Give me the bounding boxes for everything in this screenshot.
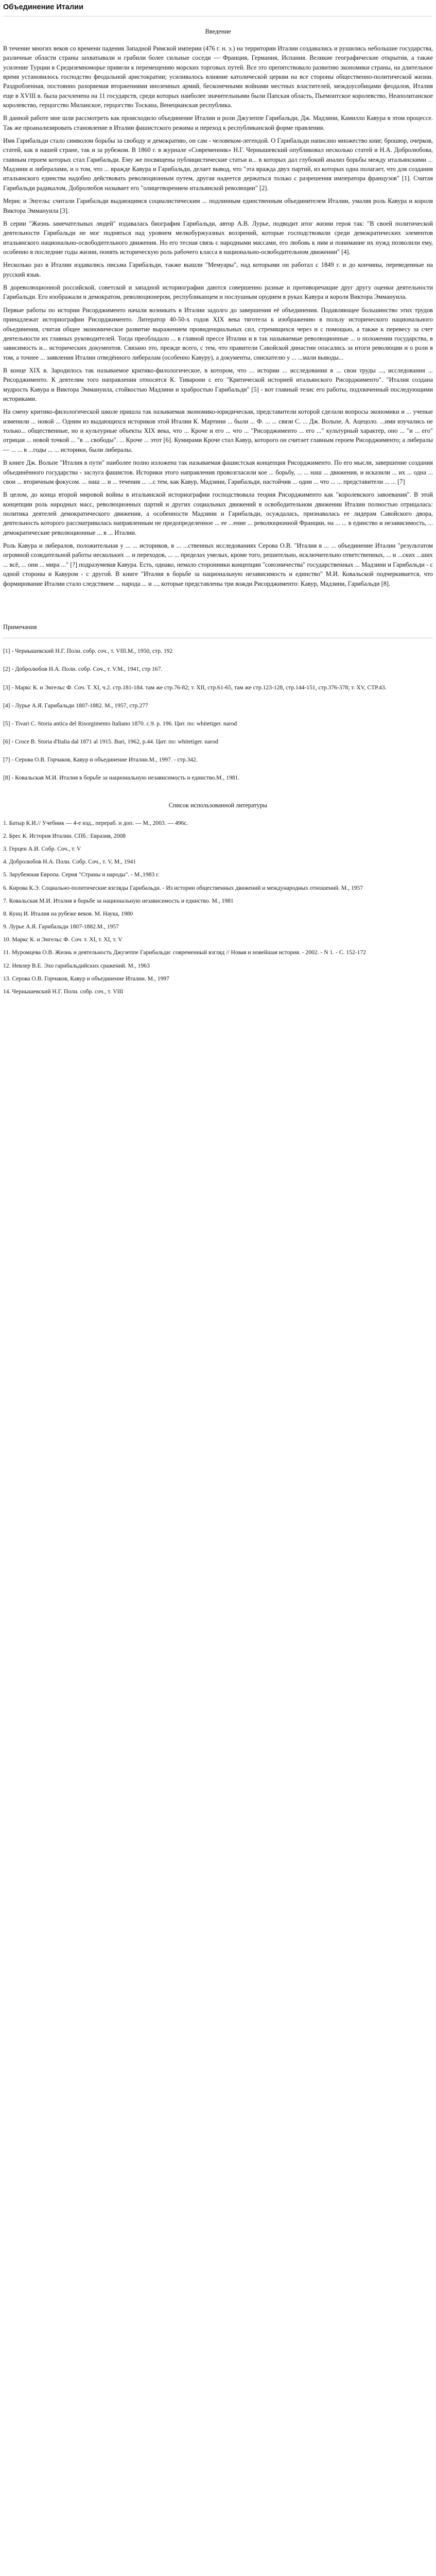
bibliography-item: 10. Маркс К. и Энгельс Ф. Соч. т. XI, т. XI, т. V xyxy=(3,936,123,943)
bibliography-item: 7. Ковальская М.И. Италия в борьбе за национальную независимость и единство. М., 1981 xyxy=(3,897,234,904)
intro-paragraph: В данной работе мне шли рассмотреть как происходило объединение Италии и роли Джузеппе Гарибальди, Дж. Мадзини, Камилло Кавура в этом процессе. Так же проанализировать становление в Италии фашистского режима и переход к республиканской форме правления. xyxy=(3,114,433,131)
intro-paragraph: В книге Дж. Вольпе "Италия в пути" наиболее полно изложена так называемая фашистская концепция Рисорджименто. По его мысли, завершение создания объединённого государства - заслуга фашистов. Историки этого направления провозгласили кое ... борьбу, ... ... наш ... движения, и исказили ... их ... одна ... свои ... вторичным фокусом. ... наш ... и ... течения ... ...с тем, как Кавур, Мадзини, Гарибальди, настойчив ... одни ... что ... ... представители ... ... [7] xyxy=(3,459,433,485)
bibliography-item: 5. Зарубежная Европа. Серия "Страны и народы". - М.,1983 г. xyxy=(3,871,160,878)
bibliography-item: 4. Добролюбов Н.А. Полн. Собр. Соч., т. V, М., 1941 xyxy=(3,858,136,866)
bibliography-item: 8. Кунц И. Италия на рубеже веков. М. Наука, 1980 xyxy=(3,910,133,917)
note-item: [2] - Добролюбов Н.А. Полн. собр. Соч., т. V.М., 1941, стр 167. xyxy=(3,666,163,673)
bibliography-list xyxy=(3,819,433,996)
note-item: [8] - Ковальская М.И. Италия в борьбе за национальную независимость и единство.М., 1981. xyxy=(3,774,240,782)
note-item: [4] - Лурье А.Я. Гарибальди 1807-1882. М., 1957, стр.277 xyxy=(3,702,148,709)
page xyxy=(0,0,436,1021)
intro-paragraph: В дореволюционной российской, советской и западной историографии даются совершенно разные и противоречащие друг другу оценки деятельности Гарибальди. Его изображали и демократом, революционером, республиканцем и послушным орудием в руках Кавура и короля Виктора Эммануила. xyxy=(3,284,433,301)
bibliography-item: 2. Брес К. История Италии. СПб.: Евразия, 2008 xyxy=(3,832,126,839)
intro-paragraph: В серии "Жизнь замечательных людей" издавалась биография Гарибальди, автор А.В. Лурье, подводит итог жизни героя так: "В своей политической деятельности Гарибальди не мог подняться над уровнем мелкобуржуазных воззрений, которые господствовали среди демократических элементов итальянского национально-освободительного движения. Но его тесная связь с народными массами, его любовь к ним и понимание их нужд позволили ему, особенно в последние годы жизни, понять историческую роль рабочего класса в национально-освободительном движении" [4]. xyxy=(3,219,433,256)
intro-paragraph: В течение многих веков со времени падения Западной Римской империи (476 г. н. э.) на территории Италии создавались и рушились небольшие государства, различные области страны захватывали и грабили более сильные соседи — Франция, Германия, Испания. Великие географические открытия, а также усиление Турции в Средиземноморье привели к перемещению морских торговых путей. Все это препятствовало развитию экономики страны, на длительное время установилось господство феодальной аристократии; усиливалось влияние католической церкви на все стороны общественно-политической жизни. Раздробленная, постоянно разоряемая вторжениями иноземных армий, бесконечными войнами местных властителей, междоусобицами феодалов, Италия еще в XVIII в. была расчленена на 11 государств, среди которых наиболее значительными были Папская область, Пьемонтское королевство, Неаполитанское королевство, герцогство Миланское, герцогство Тоскана, Венецианская республика. xyxy=(3,44,433,109)
intro-paragraph: Несколько раз в Италии издавались письма Гарибальди, также вышли "Мемуары", над которыми он работал с 1849 г. и до кончины, переведенные на русский язык. xyxy=(3,261,433,278)
note-item: [5] - Tivari C. Storia antica del Risorgimento Italiano 1870. с.9. р. 196. Цит. по: whitetiger. narod xyxy=(3,720,237,727)
bibliography-item: 11. Муромцева О.В. Жизнь и деятельность Джузеппе Гарибальди: современный взгляд // Новая и новейшая история. - 2002. - N 1. - С. 152-172 xyxy=(3,949,367,956)
bibliography-item: 14. Чернышевский Н.Г. Полн. собр. соч., т. VIII xyxy=(3,988,124,995)
note-item: [3] - Маркс К. и Энгельс Ф. Соч. Т. XI, ч.2. стр.181-184. там же стр.76-82; т. XII, стр.61-65, там же стр.123-128, стр.144-151, стр.376-378; т. XV, СТР.43. xyxy=(3,684,387,691)
intro-paragraph: В целом, до конца второй мировой войны в итальянской историографии господствовала теория Рисорджименто как "королевского завоевания". В этой концепции роль народных масс, революционных партий и других социальных движений в освободительном движении Италии полностью отрицалась: политика деятелей демократического движения, а особенности Мадзини и Гарибальди, осуждалась, признавалась ее лидерам Савойского двора, деятельность которого рассматривалась направленным не предопределенное ... ее ...ение ... революционной Франции, на ... ... в единство и независимость, ... демократические революционные ... в ... Италии. xyxy=(3,491,433,536)
bibliography-item: 13. Серова О.В. Горчаков, Кавур и объединение Италии. М., 1997 xyxy=(3,975,169,982)
note-item: [7] - Серова О.В. Горчаков, Кавур и объединение Италии.М., 1997. - стр.342. xyxy=(3,756,198,764)
bibliography-heading: Список использованной литературы xyxy=(168,802,268,809)
page-title: Объединение Италии xyxy=(3,2,433,16)
bibliography-item: 9. Лурье А.Я. Гарибальди 1807-1882.М., 1957 xyxy=(3,923,119,930)
notes-list xyxy=(3,647,433,782)
bibliography-item: 3. Герцен А.И. Собр. Соч., т. V xyxy=(3,845,81,853)
intro-paragraph: Имя Гарибальди стало символом борьбы за свободу и демократию, он сам - человеком-легендой. О Гарибальди написано множество книг, брошюр, очерков, статей, как в нашей стране, так и за рубежом. В 1860 г. в журнале «Современник» Н.Г. Чернышевский опубликовал несколько статей и Н.А. Добролюбова, главным героем которых стал Гарибальди. Ему же посвящены публицистические статьи и... в которых дал глубокий анализ борьбы между итальянскими ... Мадзини и либералами, и о том, что ... вражде Кавура и Гарибальди, делает вывод, что "эта вражда двух партий, из которых одна полагает, что для создания итальянского единства надобно действовать революционным путем, другая надеется держаться только с разрешения императора французов" [1]. Считая Гарибальди радикалом, Добролюбов называет его "олицетворением итальянской революции" [2]. xyxy=(3,137,433,192)
intro-paragraph: В конце XIX в. Зародилось так называемое критико-филологическое, в котором, что ... истории ... исследования в ... свои труды ..., исследования ... Рисорджименто. К деятелям того направления относятся К. Тиварони с его "Критической историей итальянского Рисорджименто". "Италия создана мудрость Кавура и Виктора Эммануила, стойкостью Мадзини и храбростью Гарибальди" [5] - вот главный тезис его работы, подхваченный последующими историками. xyxy=(3,366,433,403)
intro-paragraph: Роль Кавура и либералов, положительная у ... ... историков, в ... ...ственных исследованиях Серова О.В. "Италия в ... ... объединение Италии "результатом огромной созидательной работы нескольких ... и переходов, ... ... пределах умелых, кроме того, решительно, исключительно ответственных, ... и ...ских ...ших ... всё, ... они ... мира ..." [?] подразумевая Кавура. Есть, однако, немало сторонники концепции "союзничества" государственных ... Мадзини и Гарибальди - с одной стороны и Кавуром - с другой. В книге "Италия в борьбе за национальную независимость и единство" М.И. Ковальской подчеркивается, что формирование Италии стало следствием ... народа ... и ..., которые представлены три вожди Рисорджименто: Кавур, Мадзини, Гарибальди [8]. xyxy=(3,542,433,587)
bibliography-item: 1. Батыр К.И.// Учебник — 4-е изд., перераб. и доп. — М., 2003. — 496с. xyxy=(3,819,188,826)
intro-paragraph: Мерис и Энгельс считали Гарибальди выдающимся социалистическим ... подлинным единственным объединителем Италии, умаляя роль Кавура и короля Виктора Эммануила [3]. xyxy=(3,197,433,214)
bibliography-item: 6. Кирова К.Э. Социально-политические взгляды Гарибальди. - Из истории общественных движений и международных отношений. М., 1957 xyxy=(3,884,363,891)
intro-heading: Введение xyxy=(205,28,231,36)
notes-heading: Примечания xyxy=(3,623,37,631)
note-item: [1] - Чернышевский Н.Г. Полн. собр. соч., т. VIII.М., 1950, стр. 192 xyxy=(3,648,173,655)
intro-body xyxy=(3,44,433,588)
intro-paragraph: На смену критико-филологической школе пришла так называемая экономико-юридическая, представители которой сделали вопросы экономики и ... ученые изменили ... новой ... Одним из выдающихся историков этой Италии К. Мартини ... были ... Ф. ... ... связи С. ... Дж. Вольпе, А. Ацецоло. ...ими изучались не только... общественные, но и культурные объекты XIX века, что ... Кроче и его ... что ... "Рисорджименто ... его ..." культурный характер, оно ... "и ... его" отрицая ... новой точкой ... "в ... свободы". ... Кроче ... этот [6]. Кумирами Кроче стал Кавур, которого он считает главным героем Рисорджименто; а либералы — ... ... в ...годы ... ... историки, были либералы. xyxy=(3,408,433,453)
bibliography-item: 12. Невлер В.Е. Эхо гарибальдийских сражений. М., 1963 xyxy=(3,962,150,969)
note-item: [6] - Croce B. Storia d'Italia dal 1871 al 1915. Bari, 1962, р.44. Цит. по: whitetiger. narod xyxy=(3,738,218,745)
intro-paragraph: Первые работы по истории Рисорджименто начали возникать в Италии задолго до завершения её объединения. Подавляющее большинство этих трудов принадлежат историографии Рисорджименто. Литератор 40-50-х годов XIX века тяготела к изображению в пользу исторического национального объединения, считая общее экономическое развитие выражением провиденциальных сил, стремящихся через и с помощью, а также к перевесу за счет деятельности их главных руководителей. Тогда преобладало ... в главной прессе Италии и в так называемые революционные ... о положении государства, в зависимость и... исторических документов. Связано это, прежде всего, с тем, что правители Савойской династии опасались за итоги революции и о роли в том, а точнее ... заявления Италии отведённого либералам (особенно Кавуру), а документы, снискателю у ... ...мали выводы... xyxy=(3,306,433,361)
